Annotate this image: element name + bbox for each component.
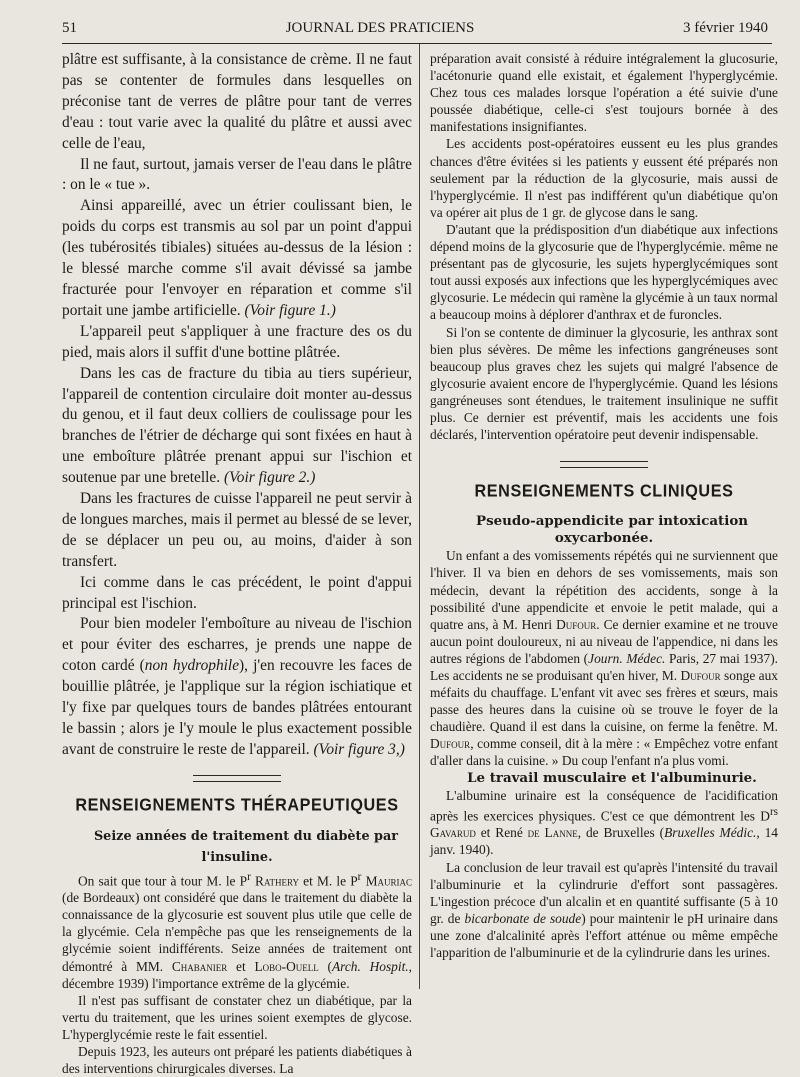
paragraph: Il ne faut, surtout, jamais verser de l'eau dans le plâtre : on le « tue ».: [62, 155, 412, 194]
paragraph: La conclusion de leur travail est qu'après l'intensité du travail l'albuminurie et la cylindrurie d'effort sont passagères. L'ingestion précoce d'un alcalin et en quantité suffisante (5 à 10 gr. de bicarbonate de soude) pour maintenir le pH urinaire dans une zone d'alcalinité après l'effort atténue ou même empêche l'apparition de l'albuminurie et de la cylindrurie dans les urines.: [430, 859, 778, 960]
right-column: [430, 50, 778, 961]
paragraph: Il n'est pas suffisant de constater chez un diabétique, par la vertu du traitement, que les urines soient exemptes de glycose. L'hyperglycémie reste le fait essentiel.: [62, 992, 412, 1042]
paragraph: L'albumine urinaire est la conséquence de l'acidification après les exercices physiques. C'est ce que démontrent les $D^{rs}$ Gavarud et René de Lanne, de Bruxelles (Bruxelles Médic., 14 janv. 1940).: [430, 787, 778, 858]
paragraph: Un enfant a des vomissements répétés qui ne surviennent que l'hiver. Il va bien en dehors de ses vomissements, mais son médecin, devant la répétition des accidents, songe à la possibilité d'une appendicite et envoie le petit malade, qui a quatre ans, à M. Henri Dufour. Ce dernier examine et ne trouve aucun point douloureux, ni au niveau de l'appendice, ni dans les autres régions de l'abdomen (Journ. Médec. Paris, 27 mai 1937). Les accidents ne se produisant qu'en hiver, M. Dufour songe aux méfaits du chauffage. L'enfant vit avec ses frères et sœurs, mais passe des heures dans la cuisine où se trouve le foyer de la chaudière. Quand il est dans la cuisine, on ferme la fenêtre. M. Dufour, comme conseil, dit à la mère : « Empêchez votre enfant d'aller dans la cuisine. » Du coup l'enfant n'a plus vomi.: [430, 548, 778, 769]
column-divider: [419, 44, 420, 989]
paragraph: On sait que tour à tour M. le $P^r$ Rathery et M. le $P^r$ Mauriac (de Bordeaux) ont considéré que dans le traitement du diabète la connaissance de la glycosurie est souvent plus utile que celle de la glycémie. Cela n'empêche pas que les renseignements de la glycémie soient indifférents. Seize années de traitement ont démontré à MM. Chabanier et Lobo-Ouell (Arch. Hospit., décembre 1939) l'importance extrême de la glycémie.: [62, 870, 413, 991]
section-rule: [560, 461, 648, 468]
section-title-therapeutiques: RENSEIGNEMENTS THÉRAPEUTIQUES: [75, 795, 399, 815]
paragraph: plâtre est suffisante, à la consistance de crème. Il ne faut pas se contenter de formules dans lesquelles on préconise tant de verres de plâtre pour tant de verres d'eau : tout varie avec la qualité du plâtre et aussi avec celle de l'eau,: [62, 51, 412, 152]
section-rule: [193, 775, 281, 782]
page-header: [62, 20, 768, 42]
figure-ref: (Voir figure 2.): [223, 469, 316, 487]
paragraph: Ainsi appareillé, avec un étrier coulissant bien, le poids du corps est transmis au sol par un point d'appui (les tubérosités tibiales) situées au-dessus de la lésion : le blessé marche comme s'il avait dévissé sa jambe fracturée pour l'envoyer en réparation et comme s'il portait une jambe artificielle. (Voir figure 1.): [62, 197, 412, 319]
issue-date: 3 février 1940: [683, 20, 768, 36]
journal-title: JOURNAL DES PRATICIENS: [285, 20, 475, 36]
section-title-cliniques: RENSEIGNEMENTS CLINIQUES: [474, 481, 734, 501]
page-number: 51: [62, 20, 77, 36]
article-title-albuminurie: Le travail musculaire et l'albuminurie.: [467, 769, 757, 786]
paragraph: préparation avait consisté à réduire intégralement la glucosurie, l'acétonurie quand elle existait, et également l'hyperglycémie. Chez tous ces malades lorsque l'opération a été suivie d'une poussée diabétique, celle-ci s'est toujours bornée à des manifestations insignifiantes.: [430, 51, 778, 135]
paragraph: Dans les cas de fracture du tibia au tiers supérieur, l'appareil de contention circulaire doit monter au-dessus du genou, et il faut deux colliers de coulissage pour les branches de l'étrier de décharge qui sont fixées en haut à une emboîture plâtrée prenant appui sur l'ischion et soutenue par une bretelle. (Voir figure 2.): [62, 364, 412, 487]
figure-ref: (Voir figure 1.): [244, 301, 336, 319]
header-rule: [62, 43, 772, 44]
paragraph: L'appareil peut s'appliquer à une fracture des os du pied, mais alors il suffit d'une bottine plâtrée.: [62, 322, 412, 361]
left-column: [62, 50, 412, 1077]
figure-ref: (Voir figure 3,): [313, 740, 405, 758]
paragraph: Pour bien modeler l'emboîture au niveau de l'ischion et pour éviter des escharres, je prends une nappe de coton cardé (non hydrophile), j'en recouvre les faces de bouillie plâtrée, je l'applique sur la région ischiatique et l'y fixe par quelques tours de bandes plâtrées entourant le bassin ; alors je l'y moule le plus exactement possible avant de construire le reste de l'appareil. (Voir figure 3,): [62, 615, 412, 758]
paragraph: Si l'on se contente de diminuer la glycosurie, les anthrax sont bien plus sévères. De même les infections gangréneuses sont beaucoup plus graves chez les sujets qui malgré l'absence de glycosurie avaient encore de l'hyperglycémie. Quand les lésions gangréneuses sont étendues, le traitement insulinique ne suffit plus. Ce dernier est préventif, mais les accidents une fois déclarés, l'intervention opératoire peut devenir indispensable.: [430, 324, 778, 443]
article-title-insuline: Seize années de traitement du diabète par l'insuline.: [93, 828, 399, 865]
article-title-pseudo-appendicite: Pseudo-appendicite par intoxication oxycarbonée.: [476, 513, 748, 547]
paragraph: Ici comme dans le cas précédent, le point d'appui principal est l'ischion.: [62, 573, 412, 612]
paragraph: Dans les fractures de cuisse l'appareil ne peut servir à de longues marches, mais il permet au blessé de se lever, de se déplacer un peu ou, au moins, d'aider à son transfert.: [62, 490, 412, 570]
paragraph: D'autant que la prédisposition d'un diabétique aux infections dépend moins de la glycosurie que de l'hyperglycémie. même ne présentant pas de glycosurie, les sujets hyperglycémiques sont tout aussi exposés aux infections que les hyperglycémiques avec glycosurie. Le médecin qui ramène la glycémie à un taux normal a beaucoup moins à déplorer d'anthrax et de furoncles.: [430, 221, 778, 323]
paragraph: Les accidents post-opératoires eussent eu les plus grandes chances d'être évitées si les patients y eussent été préparés non seulement par la réduction de la glycosurie, mais aussi de l'hyperglycémie. Il n'est pas indifférent qu'un diabétique qu'on va opérer ait plus de 1 gr. de glycose dans le sang.: [430, 136, 778, 220]
paragraph: Depuis 1923, les auteurs ont préparé les patients diabétiques à des interventions chirurgicales diverses. La: [62, 1044, 412, 1077]
